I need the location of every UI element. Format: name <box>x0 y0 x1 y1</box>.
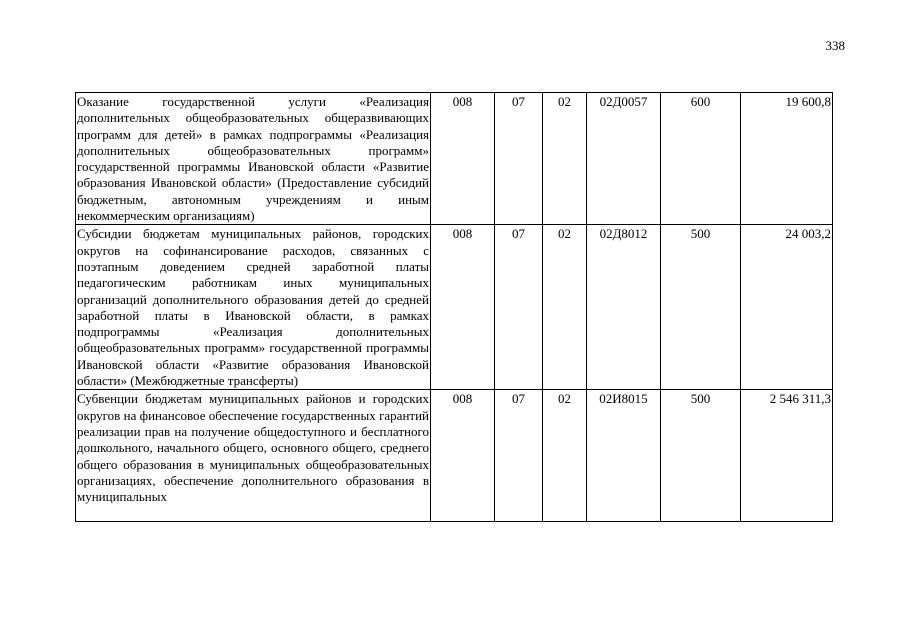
row-name-cell: Субсидии бюджетам муниципальных районов, городских округов на софинансирование расходов, связанных с поэтапным доведением средней заработной платы педагогическим работникам иных муниципальных организаций дополнительного образования детей до средней заработной платы в Ивановской области, в рамках подпрограммы «Реализация дополнительных общеобразовательных программ» государственной программы Ивановской области «Развитие образования Ивановской области» (Межбюджетные трансферты) <box>77 226 429 389</box>
ministry-code-cell: 008 <box>431 390 495 522</box>
expense-type-cell: 600 <box>661 93 741 225</box>
target-code-cell: 02Д0057 <box>587 93 661 225</box>
ministry-code-cell: 008 <box>431 93 495 225</box>
row-name-text: Субвенции бюджетам муниципальных районов и городских округов на финансовое обеспечение государственных гарантий реализации прав на получение общедоступного и бесплатного дошкольного, начального общего, основного общего, среднего общего образования в муниципальных общеобразовательных организациях, обеспечение дополнительного образования в муниципальных <box>77 391 429 505</box>
section-code-cell: 07 <box>495 390 543 522</box>
target-code-cell: 02И8015 <box>587 390 661 522</box>
ministry-code-cell: 008 <box>431 225 495 390</box>
budget-table <box>75 92 833 522</box>
expense-type-cell: 500 <box>661 225 741 390</box>
expense-type-cell: 500 <box>661 390 741 522</box>
row-name-cell: Оказание государственной услуги «Реализация дополнительных общеобразовательных общеразвивающих программ для детей» в рамках подпрограммы «Реализация дополнительных общеобразовательных программ» государственной программы Ивановской области «Развитие образования Ивановской области» (Предоставление субсидий бюджетным, автономным учреждениям и иным некоммерческим организациям) <box>77 94 429 224</box>
table-row <box>76 225 833 390</box>
page-number: 338 <box>825 38 845 53</box>
table-row <box>76 390 833 522</box>
row-name-cell <box>76 390 431 522</box>
amount-cell: 2 546 311,3 <box>741 390 833 522</box>
subsection-code-cell: 02 <box>543 225 587 390</box>
subsection-code-cell: 02 <box>543 93 587 225</box>
amount-cell: 19 600,8 <box>741 93 833 225</box>
amount-cell: 24 003,2 <box>741 225 833 390</box>
table-row <box>76 93 833 225</box>
subsection-code-cell: 02 <box>543 390 587 522</box>
target-code-cell: 02Д8012 <box>587 225 661 390</box>
section-code-cell: 07 <box>495 225 543 390</box>
section-code-cell: 07 <box>495 93 543 225</box>
